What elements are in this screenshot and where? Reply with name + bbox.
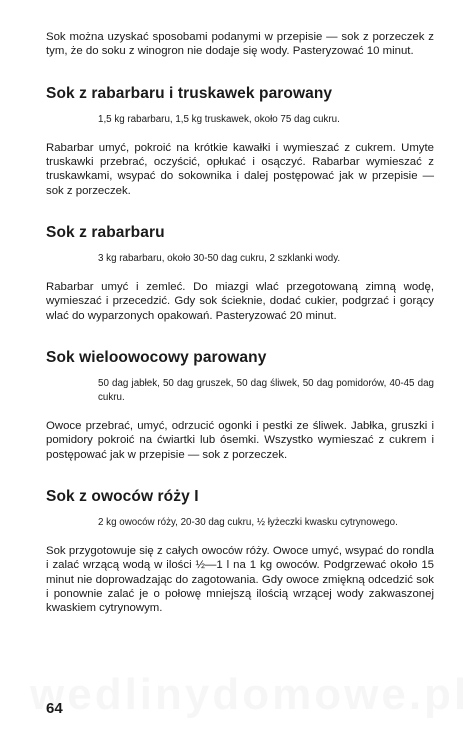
recipe-page [46,30,434,616]
intro-paragraph: Sok można uzyskać sposobami podanymi w przepisie — sok z porzeczek z tym, że do soku z winogron nie dodaje się wody. Pasteryzować 10 minut. [46,31,434,58]
section-body-rabarbar: Rabarbar umyć i zemleć. Do miazgi wlać przegotowaną zimną wodę, wymieszać i przecedzić. Gdy sok ścieknie, dodać cukier, podgrzać i gorący wlać do wyparzonych opakowań. Pasteryzować 20 minut. [46,281,434,322]
section-body-rabarbar-truskawki: Rabarbar umyć, pokroić na krótkie kawałki i wymieszać z cukrem. Umyte truskawki przebrać, oczyścić, opłukać i osączyć. Rabarbar wymieszać z truskawkami, wsypać do sokownika i dalej postępować jak w przepisie — sok z porzeczek. [46,141,434,197]
watermark [30,670,476,720]
section-title-wieloowocowy: Sok wieloowocowy parowany [46,349,267,367]
section-title-owoce-rozy: Sok z owoców róży I [46,488,199,506]
section-title-rabarbar: Sok z rabarbaru [46,224,165,242]
section-ingredients-owoce-rozy: 2 kg owoców róży, 20-30 dag cukru, ½ łyżeczki kwasku cytrynowego. [98,517,398,529]
section-title-rabarbar-truskawki: Sok z rabarbaru i truskawek parowany [46,84,333,102]
page-number: 64 [46,700,63,717]
section-ingredients-wieloowocowy: 50 dag jabłek, 50 dag gruszek, 50 dag śliwek, 50 dag pomidorów, 40-45 dag cukru. [98,378,434,404]
section-ingredients-rabarbar: 3 kg rabarbaru, około 30-50 dag cukru, 2 szklanki wody. [98,253,341,265]
section-body-wieloowocowy: Owoce przebrać, umyć, odrzucić ogonki i pestki ze śliwek. Jabłka, gruszki i pomidory pokroić na ćwiartki lub ósemki. Wszystko wymieszać z cukrem i postępować jak w przepisie — sok z porzeczek. [46,419,434,461]
section-ingredients-rabarbar-truskawki: 1,5 kg rabarbaru, 1,5 kg truskawek, około 75 dag cukru. [98,113,340,125]
section-body-owoce-rozy: Sok przygotowuje się z całych owoców róży. Owoce umyć, wsypać do rondla i zalać wrzącą wodą w ilości ½—1 l na 1 kg owoców. Podgrzewać około 15 minut nie doprowadzając do zagotowania. Gdy owoce zmiękną odcedzić sok i ponownie zalać je o połowę mniejszą ilością wrzącej wody zakwaszonej kwaskiem cytrynowym. [46,544,434,615]
